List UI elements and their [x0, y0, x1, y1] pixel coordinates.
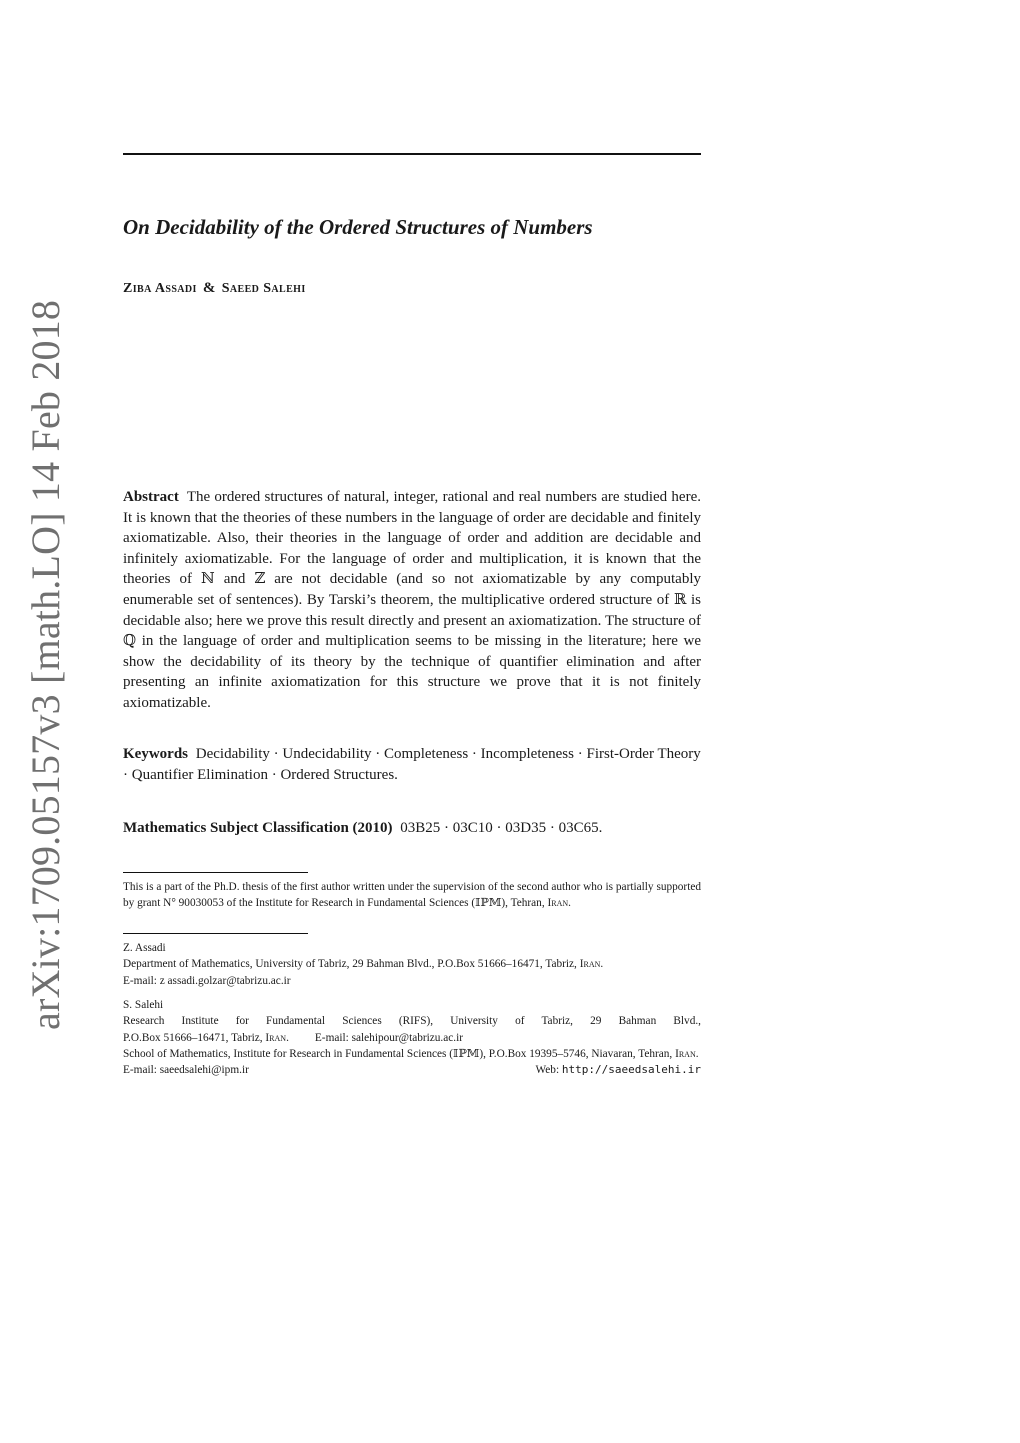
ipm-symbol: 𝕀ℙ𝕄 — [453, 1047, 480, 1060]
abstract-text: The ordered structures of natural, integer, rational and real numbers are studied here. It is known that the theories of these numbers in the language of order are decidable and finitely axiomatizable. Also, their theories in the language of order and addition are decidable and infinitely axiomatizable. For the language of order and multiplication, it is known that the theories of ℕ and ℤ are not decidable (and so not axiomatizable by any computably enumerable set of sentences). By Tarski’s theorem, the multiplicative ordered structure of ℝ is decidable also; here we prove this result directly and present an axiomatization. The structure of ℚ in the language of order and multiplication seems to be missing in the literature; here we show the decidability of its theory by the technique of quantifier elimination and after presenting an infinite axiomatization for this structure we prove that it is not finitely axiomatizable. — [123, 489, 701, 711]
abstract-label: Abstract — [123, 489, 179, 505]
author-first: Ziba Assadi — [123, 281, 197, 296]
author2-institute: Research Institute for Fundamental Sciences (RIFS), University of Tabriz, 29 Bahman Blvd., — [123, 1015, 701, 1028]
author1-department — [123, 956, 701, 972]
paper-title: On Decidability of the Ordered Structures of Numbers — [123, 215, 593, 239]
author1-department-end: . — [600, 958, 604, 971]
author1-name: Z. Assadi — [123, 942, 166, 954]
author1-affiliation — [123, 940, 701, 989]
author2-web — [536, 1062, 701, 1078]
abstract-section — [123, 487, 701, 714]
author2-affiliation — [123, 997, 701, 1078]
iran-smallcaps: Iran — [547, 897, 569, 910]
thesis-note-end: . — [568, 897, 571, 910]
author1-department-text: Department of Mathematics, University of Tabriz, 29 Bahman Blvd., P.O.Box 51666–16471, Tabriz, — [123, 958, 580, 971]
iran-smallcaps: Iran — [579, 958, 601, 971]
web-label: Web: — [535, 1064, 560, 1077]
author-line — [123, 280, 306, 297]
msc-text: 03B25 · 03C10 · 03D35 · 03C65. — [400, 820, 603, 836]
msc-label: Mathematics Subject Classification (2010) — [123, 820, 393, 836]
thesis-note-text-middle: ), Tehran, — [501, 897, 548, 910]
author2-contact-line — [123, 1062, 701, 1078]
ipm-symbol: 𝕀ℙ𝕄 — [475, 897, 502, 910]
iran-smallcaps: Iran — [675, 1047, 696, 1060]
keywords-label: Keywords — [123, 746, 188, 762]
author2-email-ipm[interactable]: E-mail: saeedsalehi@ipm.ir — [123, 1064, 249, 1077]
footnote-rule — [123, 872, 308, 873]
arxiv-identifier-stamp: arXiv:1709.05157v3 [math.LO] 14 Feb 2018 — [23, 299, 68, 1030]
author2-address — [123, 1030, 701, 1046]
author2-school — [123, 1046, 701, 1062]
author2-school-text-after: ), P.O.Box 19395–5746, Niavaran, Tehran, — [479, 1047, 676, 1060]
web-url-link[interactable]: http://saeedsalehi.ir — [561, 1063, 701, 1077]
title-rule — [123, 153, 701, 155]
keywords-text: Decidability · Undecidability · Completeness · Incompleteness · First-Order Theory · Quantifier Elimination · Ordered Structures. — [123, 746, 701, 783]
author2-email-tabriz[interactable]: E-mail: salehipour@tabrizu.ac.ir — [314, 1031, 464, 1044]
keywords-section — [123, 744, 701, 785]
msc-section — [123, 818, 701, 839]
author-second: Saeed Salehi — [221, 281, 306, 296]
author2-address-end: . — [286, 1031, 289, 1044]
author-separator: & — [202, 280, 216, 296]
affiliation-rule — [123, 933, 308, 934]
iran-smallcaps: Iran — [265, 1031, 287, 1044]
author2-name: S. Salehi — [123, 999, 164, 1011]
author2-address-text: P.O.Box 51666–16471, Tabriz, — [123, 1031, 266, 1044]
author1-email[interactable]: E-mail: z assadi.golzar@tabrizu.ac.ir — [123, 974, 291, 987]
author2-school-end: . — [695, 1047, 699, 1060]
thesis-note-text: This is a part of the Ph.D. thesis of the first author written under the supervision of the second author who is partially supported by grant N° 90030053 of the Institute for Research in Fundamental Sciences ( — [123, 881, 701, 910]
author2-school-text: School of Mathematics, Institute for Research in Fundamental Sciences ( — [123, 1047, 454, 1060]
thesis-footnote — [123, 879, 701, 912]
